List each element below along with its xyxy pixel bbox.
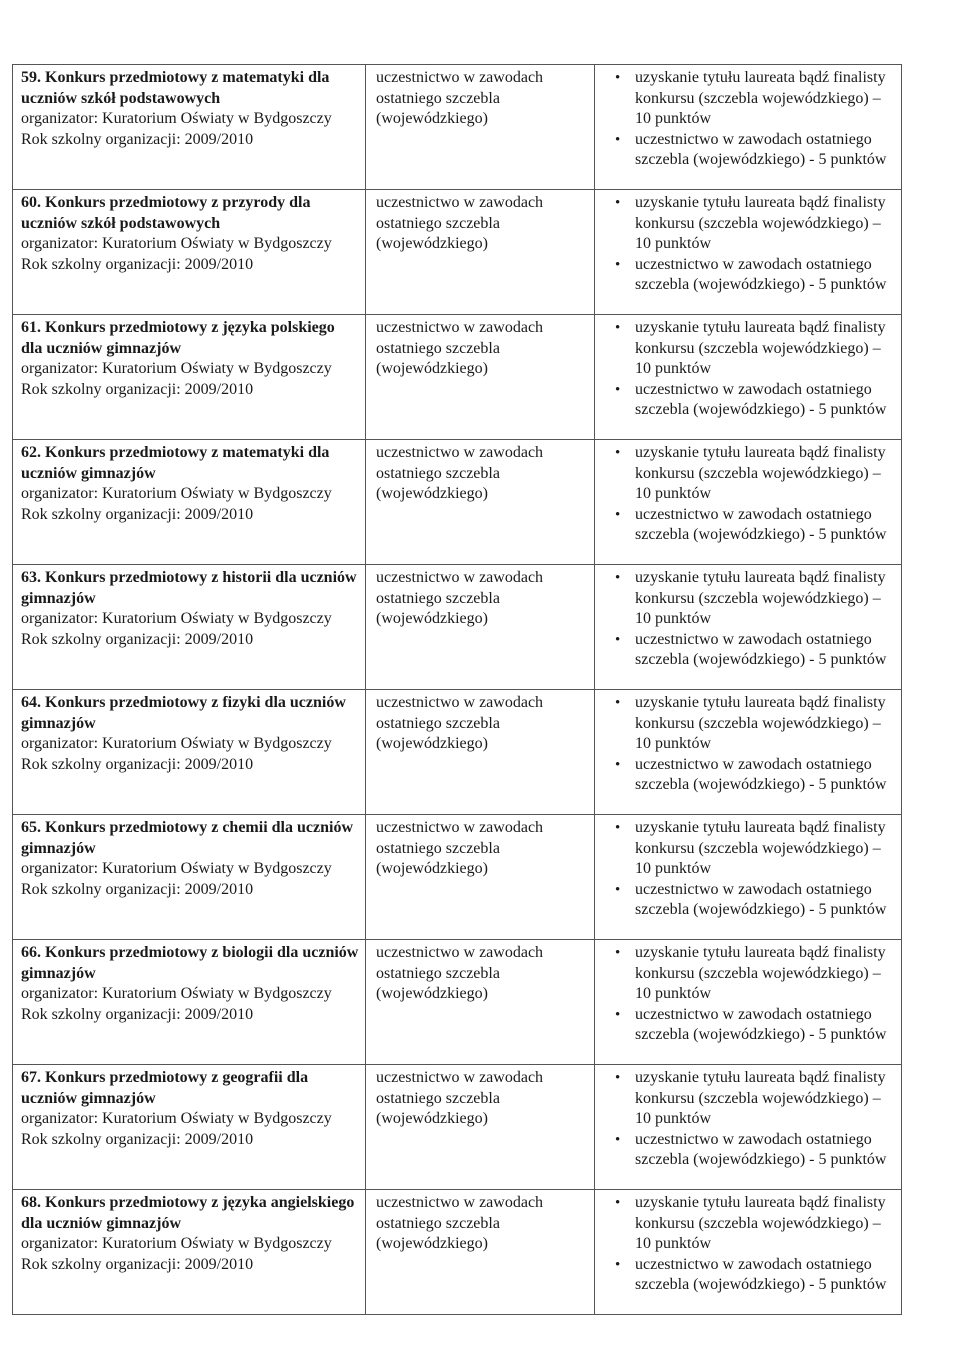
contest-organizer: organizator: Kuratorium Oświaty w Bydgoszczy (21, 235, 332, 253)
points-list (611, 943, 895, 1046)
table-row (13, 190, 902, 315)
contest-school-year: Rok szkolny organizacji: 2009/2010 (21, 1130, 254, 1148)
contest-organizer: organizator: Kuratorium Oświaty w Bydgoszczy (21, 610, 332, 628)
contest-level: uczestnictwo w zawodach ostatniego szczebla (wojewódzkiego) (376, 694, 544, 753)
points-list (611, 818, 895, 921)
contest-level-cell (366, 1190, 595, 1315)
contest-level: uczestnictwo w zawodach ostatniego szczebla (wojewódzkiego) (376, 1194, 544, 1253)
points-item-laureate: • uzyskanie tytułu laureata bądź finalisty konkursu (szczebla wojewódzkiego) – 10 punktów (635, 818, 895, 880)
contest-level-cell (366, 1065, 595, 1190)
contest-organizer: organizator: Kuratorium Oświaty w Bydgoszczy (21, 110, 332, 128)
contest-school-year: Rok szkolny organizacji: 2009/2010 (21, 1255, 254, 1273)
contest-points-cell (595, 565, 902, 690)
contest-level: uczestnictwo w zawodach ostatniego szczebla (wojewódzkiego) (376, 194, 544, 253)
points-item-laureate: • uzyskanie tytułu laureata bądź finalisty konkursu (szczebla wojewódzkiego) – 10 punktów (635, 68, 895, 130)
contest-title: 60. Konkurs przedmiotowy z przyrody dla uczniów szkół podstawowych (21, 194, 311, 232)
contest-title: 61. Konkurs przedmiotowy z języka polskiego dla uczniów gimnazjów (21, 319, 335, 357)
table-row (13, 315, 902, 440)
contest-title: 64. Konkurs przedmiotowy z fizyki dla uczniów gimnazjów (21, 694, 346, 732)
contest-level: uczestnictwo w zawodach ostatniego szczebla (wojewódzkiego) (376, 444, 544, 503)
points-list (611, 1068, 895, 1171)
points-item-participation: • uczestnictwo w zawodach ostatniego szczebla (wojewódzkiego) - 5 punktów (635, 380, 895, 421)
contest-school-year: Rok szkolny organizacji: 2009/2010 (21, 255, 254, 273)
table-row (13, 1190, 902, 1315)
points-list (611, 1193, 895, 1296)
contest-info-cell (13, 65, 366, 190)
points-item-laureate: • uzyskanie tytułu laureata bądź finalisty konkursu (szczebla wojewódzkiego) – 10 punktów (635, 693, 895, 755)
contest-school-year: Rok szkolny organizacji: 2009/2010 (21, 1005, 254, 1023)
table-row (13, 1065, 902, 1190)
points-list (611, 568, 895, 671)
contest-title: 59. Konkurs przedmiotowy z matematyki dla uczniów szkół podstawowych (21, 69, 330, 107)
contest-info-cell (13, 1190, 366, 1315)
contest-title: 67. Konkurs przedmiotowy z geografii dla uczniów gimnazjów (21, 1069, 309, 1107)
contest-level-cell (366, 190, 595, 315)
points-item-participation: • uczestnictwo w zawodach ostatniego szczebla (wojewódzkiego) - 5 punktów (635, 505, 895, 546)
document-page (12, 64, 902, 1315)
contest-table (12, 64, 902, 1315)
points-item-laureate: • uzyskanie tytułu laureata bądź finalisty konkursu (szczebla wojewódzkiego) – 10 punktów (635, 943, 895, 1005)
points-list (611, 443, 895, 546)
points-item-participation: • uczestnictwo w zawodach ostatniego szczebla (wojewódzkiego) - 5 punktów (635, 755, 895, 796)
contest-level: uczestnictwo w zawodach ostatniego szczebla (wojewódzkiego) (376, 569, 544, 628)
contest-level: uczestnictwo w zawodach ostatniego szczebla (wojewódzkiego) (376, 69, 544, 128)
contest-level: uczestnictwo w zawodach ostatniego szczebla (wojewódzkiego) (376, 819, 544, 878)
contest-title: 65. Konkurs przedmiotowy z chemii dla uczniów gimnazjów (21, 819, 353, 857)
points-item-laureate: • uzyskanie tytułu laureata bądź finalisty konkursu (szczebla wojewódzkiego) – 10 punktów (635, 1068, 895, 1130)
points-item-participation: • uczestnictwo w zawodach ostatniego szczebla (wojewódzkiego) - 5 punktów (635, 880, 895, 921)
contest-table-body (13, 65, 902, 1315)
table-row (13, 690, 902, 815)
contest-level-cell (366, 815, 595, 940)
table-row (13, 565, 902, 690)
table-row (13, 440, 902, 565)
contest-level: uczestnictwo w zawodach ostatniego szczebla (wojewódzkiego) (376, 1069, 544, 1128)
points-list (611, 68, 895, 171)
points-item-participation: • uczestnictwo w zawodach ostatniego szczebla (wojewódzkiego) - 5 punktów (635, 1005, 895, 1046)
contest-info-cell (13, 815, 366, 940)
contest-info-cell (13, 1065, 366, 1190)
points-item-participation: • uczestnictwo w zawodach ostatniego szczebla (wojewódzkiego) - 5 punktów (635, 630, 895, 671)
points-item-laureate: • uzyskanie tytułu laureata bądź finalisty konkursu (szczebla wojewódzkiego) – 10 punktów (635, 443, 895, 505)
contest-points-cell (595, 690, 902, 815)
contest-school-year: Rok szkolny organizacji: 2009/2010 (21, 880, 254, 898)
points-item-participation: • uczestnictwo w zawodach ostatniego szczebla (wojewódzkiego) - 5 punktów (635, 130, 895, 171)
contest-level: uczestnictwo w zawodach ostatniego szczebla (wojewódzkiego) (376, 319, 544, 378)
table-row (13, 65, 902, 190)
contest-school-year: Rok szkolny organizacji: 2009/2010 (21, 505, 254, 523)
contest-level-cell (366, 690, 595, 815)
points-item-laureate: • uzyskanie tytułu laureata bądź finalisty konkursu (szczebla wojewódzkiego) – 10 punktów (635, 193, 895, 255)
points-item-participation: • uczestnictwo w zawodach ostatniego szczebla (wojewódzkiego) - 5 punktów (635, 255, 895, 296)
contest-info-cell (13, 190, 366, 315)
contest-points-cell (595, 315, 902, 440)
points-list (611, 193, 895, 296)
contest-title: 68. Konkurs przedmiotowy z języka angielskiego dla uczniów gimnazjów (21, 1194, 355, 1232)
contest-points-cell (595, 1190, 902, 1315)
contest-points-cell (595, 65, 902, 190)
contest-info-cell (13, 940, 366, 1065)
contest-info-cell (13, 315, 366, 440)
contest-organizer: organizator: Kuratorium Oświaty w Bydgoszczy (21, 1110, 332, 1128)
contest-organizer: organizator: Kuratorium Oświaty w Bydgoszczy (21, 485, 332, 503)
contest-organizer: organizator: Kuratorium Oświaty w Bydgoszczy (21, 735, 332, 753)
contest-points-cell (595, 815, 902, 940)
points-list (611, 318, 895, 421)
contest-points-cell (595, 1065, 902, 1190)
contest-school-year: Rok szkolny organizacji: 2009/2010 (21, 130, 254, 148)
points-item-participation: • uczestnictwo w zawodach ostatniego szczebla (wojewódzkiego) - 5 punktów (635, 1255, 895, 1296)
contest-level-cell (366, 565, 595, 690)
contest-info-cell (13, 440, 366, 565)
contest-school-year: Rok szkolny organizacji: 2009/2010 (21, 380, 254, 398)
points-item-laureate: • uzyskanie tytułu laureata bądź finalisty konkursu (szczebla wojewódzkiego) – 10 punktów (635, 568, 895, 630)
points-item-laureate: • uzyskanie tytułu laureata bądź finalisty konkursu (szczebla wojewódzkiego) – 10 punktów (635, 318, 895, 380)
points-list (611, 693, 895, 796)
contest-points-cell (595, 440, 902, 565)
contest-title: 62. Konkurs przedmiotowy z matematyki dla uczniów gimnazjów (21, 444, 330, 482)
contest-organizer: organizator: Kuratorium Oświaty w Bydgoszczy (21, 1235, 332, 1253)
contest-title: 63. Konkurs przedmiotowy z historii dla uczniów gimnazjów (21, 569, 357, 607)
contest-school-year: Rok szkolny organizacji: 2009/2010 (21, 630, 254, 648)
contest-level-cell (366, 440, 595, 565)
contest-points-cell (595, 940, 902, 1065)
contest-organizer: organizator: Kuratorium Oświaty w Bydgoszczy (21, 860, 332, 878)
contest-info-cell (13, 565, 366, 690)
contest-school-year: Rok szkolny organizacji: 2009/2010 (21, 755, 254, 773)
contest-level-cell (366, 315, 595, 440)
contest-level-cell (366, 65, 595, 190)
table-row (13, 815, 902, 940)
contest-level-cell (366, 940, 595, 1065)
table-row (13, 940, 902, 1065)
contest-level: uczestnictwo w zawodach ostatniego szczebla (wojewódzkiego) (376, 944, 544, 1003)
contest-title: 66. Konkurs przedmiotowy z biologii dla uczniów gimnazjów (21, 944, 359, 982)
contest-points-cell (595, 190, 902, 315)
contest-organizer: organizator: Kuratorium Oświaty w Bydgoszczy (21, 360, 332, 378)
contest-organizer: organizator: Kuratorium Oświaty w Bydgoszczy (21, 985, 332, 1003)
points-item-laureate: • uzyskanie tytułu laureata bądź finalisty konkursu (szczebla wojewódzkiego) – 10 punktów (635, 1193, 895, 1255)
points-item-participation: • uczestnictwo w zawodach ostatniego szczebla (wojewódzkiego) - 5 punktów (635, 1130, 895, 1171)
contest-info-cell (13, 690, 366, 815)
